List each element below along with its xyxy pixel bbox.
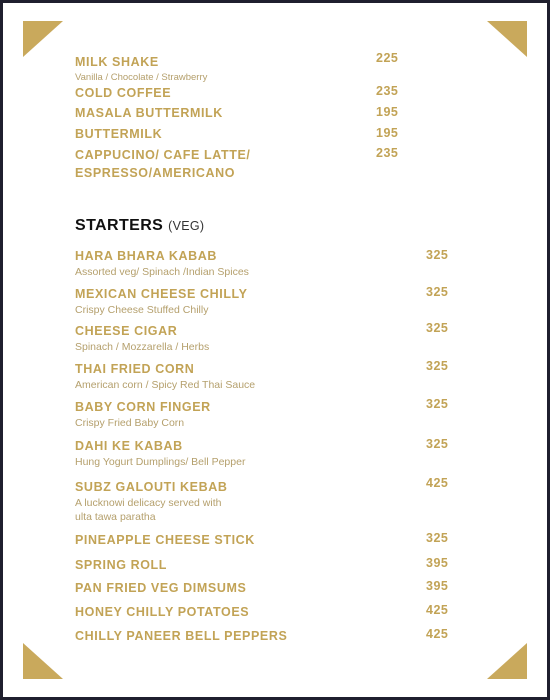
item-name: BABY CORN FINGER (75, 400, 211, 414)
menu-item (75, 125, 162, 143)
item-price: 235 (376, 84, 399, 98)
corner-ornament-top-left (23, 21, 63, 57)
item-name: THAI FRIED CORN (75, 362, 195, 376)
item-price: 425 (426, 476, 449, 490)
item-name-line2: ESPRESSO/AMERICANO (75, 166, 236, 180)
corner-ornament-top-right (487, 21, 527, 57)
item-name: MILK SHAKE (75, 55, 159, 69)
menu-item (75, 627, 287, 645)
item-name: SPRING ROLL (75, 558, 168, 572)
item-price: 195 (376, 105, 399, 119)
item-price: 225 (376, 51, 399, 65)
item-name: PAN FRIED VEG DIMSUMS (75, 581, 247, 595)
item-price: 325 (426, 285, 449, 299)
corner-ornament-bottom-left (23, 643, 63, 679)
item-price: 395 (426, 556, 449, 570)
menu-item (75, 603, 249, 621)
item-description: Crispy Fried Baby Corn (75, 417, 185, 429)
item-price: 425 (426, 627, 449, 641)
item-description: A lucknowi delicacy served with (75, 497, 222, 509)
item-price: 195 (376, 126, 399, 140)
item-name: MASALA BUTTERMILK (75, 106, 223, 120)
item-name: COLD COFFEE (75, 86, 172, 100)
item-name: BUTTERMILK (75, 127, 163, 141)
item-name: DAHI KE KABAB (75, 439, 183, 453)
item-description: Hung Yogurt Dumplings/ Bell Pepper (75, 456, 246, 468)
section-title (75, 217, 204, 235)
item-price: 395 (426, 579, 449, 593)
menu-item (75, 285, 248, 317)
section-subtitle: (VEG) (168, 219, 205, 233)
menu-item (75, 556, 167, 574)
item-name: MEXICAN CHEESE CHILLY (75, 287, 248, 301)
menu-item (75, 104, 223, 122)
menu-item (75, 437, 245, 469)
menu-item (75, 478, 227, 524)
item-description: Crispy Cheese Stuffed Chilly (75, 304, 209, 316)
menu-item (75, 53, 207, 85)
item-name: CHEESE CIGAR (75, 324, 178, 338)
item-name: HONEY CHILLY POTATOES (75, 605, 250, 619)
menu-item (75, 398, 211, 430)
section-title-text: STARTERS (75, 217, 164, 234)
item-price: 325 (426, 359, 449, 373)
item-price: 425 (426, 603, 449, 617)
menu-item (75, 360, 255, 392)
item-price: 325 (426, 531, 449, 545)
item-price: 325 (426, 248, 449, 262)
item-name: PINEAPPLE CHEESE STICK (75, 533, 255, 547)
item-description-line2: ulta tawa paratha (75, 511, 156, 523)
menu-item (75, 247, 249, 279)
item-name: SUBZ GALOUTI KEBAB (75, 480, 228, 494)
item-description: Vanilla / Chocolate / Strawberry (75, 72, 208, 83)
menu-item (75, 531, 255, 549)
item-price: 325 (426, 321, 449, 335)
item-name: CHILLY PANEER BELL PEPPERS (75, 629, 288, 643)
item-description: American corn / Spicy Red Thai Sauce (75, 379, 256, 391)
item-price: 235 (376, 146, 399, 160)
item-description: Spinach / Mozzarella / Herbs (75, 341, 210, 353)
item-price: 325 (426, 437, 449, 451)
menu-item (75, 322, 209, 354)
item-name: CAPPUCINO/ CAFE LATTE/ (75, 148, 251, 162)
menu-item (75, 84, 171, 102)
item-description: Assorted veg/ Spinach /Indian Spices (75, 266, 249, 278)
item-name: HARA BHARA KABAB (75, 249, 217, 263)
menu-item (75, 579, 246, 597)
item-price: 325 (426, 397, 449, 411)
corner-ornament-bottom-right (487, 643, 527, 679)
menu-item (75, 146, 250, 182)
